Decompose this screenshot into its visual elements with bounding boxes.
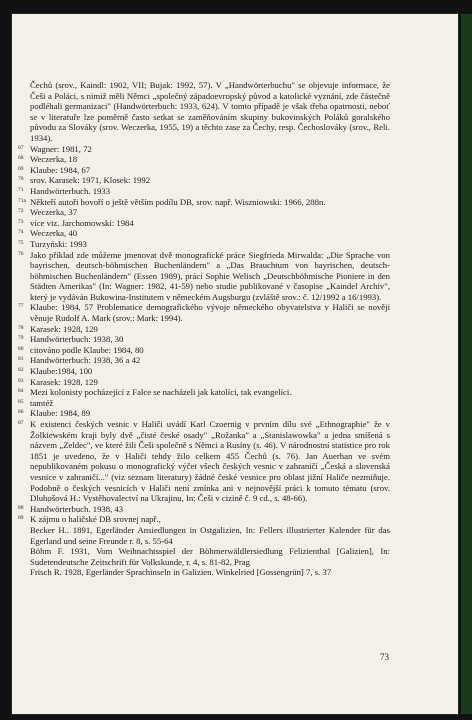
bibliography-entry: Böhm F. 1931, Vom Weihnachtsspiel der Böhmerwäldlersiedlung Felizienthal [Galizien], In: Sudetendeutsche Zeitschrift für Volkskunde, r. 4, s. 81-82, Prag xyxy=(30,546,390,567)
footnote-88 xyxy=(18,504,390,515)
footnote-text: Klaube: 1984, 57 Problematice demografického vývoje německého obyvatelstva v Haliči se nověji věnuje Rudolf A. Mark (srov.: Mark: 1994). xyxy=(30,302,390,324)
footnote-82 xyxy=(18,366,390,377)
footnote-text: Čechů (srov., Kaindl: 1902, VII; Bujak: 1992, 57). V „Handwörterbuchu" se objevuje informace, že Češi a Poláci, s nimiž měli Němci „společný západoevropský původ a katolické vyznání, zde částečně podléhali germanizaci" (Handwörterbuch: 1933, 624). V tomto případě je však třeba opatrnosti, neboť se v literatuře lze poměrně často setkat se zaměňováním skupiny bukovinských Poláků goralského původu za Slováky (srov. Weczerka, 1955, 19) a těchto zase za Čechy, resp. Čechoslováky (srov., Reli. 1934). xyxy=(30,80,390,143)
footnote-number: 73 xyxy=(18,218,24,225)
footnote-number: 84 xyxy=(18,388,24,395)
footnote-72 xyxy=(18,207,390,218)
footnote-75 xyxy=(18,239,390,250)
book-spine-edge xyxy=(461,14,472,714)
footnote-number: 74 xyxy=(18,229,24,236)
footnote-number: 76 xyxy=(18,250,24,257)
footnote-number: 68 xyxy=(18,155,24,162)
footnote-number: 71 xyxy=(18,186,24,193)
footnote-number: 69 xyxy=(18,165,24,172)
footnote-number: 86 xyxy=(18,409,24,416)
footnote-text: Wagner: 1981, 72 xyxy=(30,143,92,154)
footnote-69 xyxy=(18,165,390,176)
footnote-text: tamtéž xyxy=(30,397,54,408)
footnote-text: Karasek: 1928, 129 xyxy=(30,376,98,387)
footnote-76 xyxy=(18,250,390,303)
footnote-text: Klaube:1984, 100 xyxy=(30,366,93,377)
footnote-number: 83 xyxy=(18,377,24,384)
footnote-text: Klaube: 1984, 89 xyxy=(30,408,91,419)
footnote-text: K zájmu o haličské DB srovnej např., xyxy=(30,514,161,525)
footnote-74 xyxy=(18,228,390,239)
footnote-number: 77 xyxy=(18,303,24,310)
footnote-71a xyxy=(18,197,390,208)
footnote-89 xyxy=(18,514,390,525)
footnote-text: Mezi kolonisty pocházející z Falce se nacházeli jak katolíci, tak evangelíci. xyxy=(30,387,292,398)
footnote-number: 88 xyxy=(18,504,24,511)
footnote-text: Weczerka, 37 xyxy=(30,207,78,218)
footnote-number: 79 xyxy=(18,335,24,342)
footnote-number: 85 xyxy=(18,398,24,405)
footnote-86 xyxy=(18,408,390,419)
footnote-77 xyxy=(18,302,390,323)
bibliography-entry: Frisch R. 1928, Egerländer Sprachinseln in Galizien. Winkelried [Gossengrün] 7, s. 37 xyxy=(30,567,332,578)
footnote-83 xyxy=(18,377,390,388)
footnote-continuation xyxy=(18,80,390,144)
footnote-text: více viz. Jarchomowski: 1984 xyxy=(30,217,134,228)
footnote-81 xyxy=(18,355,390,366)
footnote-text: Weczerka, 18 xyxy=(30,154,78,165)
footnote-text: Weczerka, 40 xyxy=(30,228,78,239)
footnote-text: Někteří autoři hovoří o ještě větším podílu DB, srov. např. Wiszniowski: 1966, 288n. xyxy=(30,196,326,207)
footnote-79 xyxy=(18,334,390,345)
footnote-text: Karasek: 1928, 129 xyxy=(30,323,98,334)
footnote-68 xyxy=(18,154,390,165)
footnote-number: 75 xyxy=(18,239,24,246)
footnote-78 xyxy=(18,324,390,335)
footnote-number: 72 xyxy=(18,208,24,215)
footnote-number: 70 xyxy=(18,176,24,183)
footnote-87 xyxy=(18,419,390,504)
footnote-text: citováno podle Klaube: 1984, 80 xyxy=(30,344,144,355)
footnote-number: 71a xyxy=(18,197,26,204)
footnote-number: 67 xyxy=(18,144,24,151)
footnote-number: 78 xyxy=(18,324,24,331)
footnote-73 xyxy=(18,218,390,229)
footnote-text: Handwörterbuch: 1938, 30 xyxy=(30,334,124,345)
page-number: 73 xyxy=(380,652,389,662)
footnote-text: K existenci českých vesnic v Haliči uvádí Karl Czoernig v prvním dílu své „Ethnographie" že v Žolkiewském kraji byly dvě „čisté české osady" „Rožanka" a „Stanislawowka" a jedna smíšená s názvem „Zeldec", ve které žili Češi společně s Němci a Rusíny (s. 46). V národnostní statistice pro rok 1851 je uvedeno, že v Haliči tehdy žilo celkem 455 Čechů (s. 76). Jan Auerhan ve svém nepublikovaném pokusu o monografický výčet všech českých vesnic v zahraničí „Česká a slovenská vesnice v zahraničí..." (viz seznam literatury) žádné české vesnice pro oblast jižní Haliče nezmiňuje. Podobně o českých vesnicích v Haliči není zmínka ani v nejnovější práci k tomuto tématu (srov. Dluhošová H.: Vystěhovalectví na Ukrajinu, In: Češi v cizině č. 9 cd., s. 48-66). xyxy=(30,419,390,504)
footnote-84 xyxy=(18,387,390,398)
footnote-number: 87 xyxy=(18,420,24,426)
footnote-text: Handwörterbuch. 1933 xyxy=(30,185,111,196)
footnote-text: Jako příklad zde můžeme jmenovat dvě monografické práce Siegfrieda Mirwalda: „Die Sprache von bayrischen, deutsch-böhmischen Buchenländern" a „Das Brauchtum von bayrischen, deutsch-böhmischen Buchenländern" (Essen 1989), práci Sophie Welisch „Deutschböhmische Pioniere in den Städten Amerikas" (In: Wagner: 1982, 41-59) nebo studie publikované v časopise „Kaindel Archiv", který je vydáván Bukowina-Institutem v německém Augsburgu (zvláště srov.: č. 12/1992 a 16/1993). xyxy=(30,249,390,302)
footnote-85 xyxy=(18,398,390,409)
footnote-number: 82 xyxy=(18,367,24,374)
footnote-70 xyxy=(18,175,390,186)
footnote-71 xyxy=(18,186,390,197)
footnote-text: srov. Karasek: 1971, Klosek: 1992 xyxy=(30,175,151,186)
footnote-number: 89 xyxy=(18,515,24,522)
footnote-text: Handwörterbuch. 1938, 43 xyxy=(30,503,124,514)
footnote-text: Handwörterbuch: 1938, 36 a 42 xyxy=(30,355,141,366)
footnote-text: Klaube: 1984, 67 xyxy=(30,164,91,175)
footnotes-block xyxy=(18,80,390,578)
footnote-80 xyxy=(18,345,390,356)
footnote-number: 81 xyxy=(18,356,24,363)
footnote-67 xyxy=(18,144,390,155)
bibliography-entry: Becker H.. 1891, Egerländer Ansiedlungen in Ostgalizien, In: Fellers illustrierter Kalender für das Egerland und seine Freunde r. 8, s. 55-64 xyxy=(30,524,390,546)
footnote-number: 80 xyxy=(18,345,24,352)
footnote-text: Turzyński: 1993 xyxy=(30,238,87,249)
